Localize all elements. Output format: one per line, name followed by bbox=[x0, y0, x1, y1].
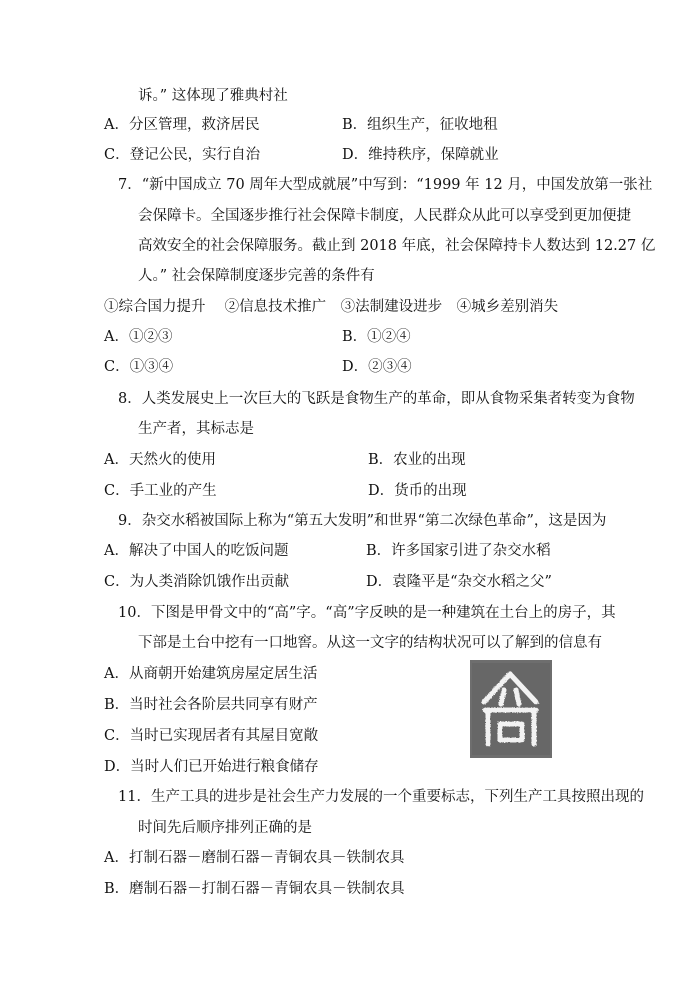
q6-option-d[interactable]: D．维持秩序，保障就业 bbox=[342, 147, 499, 163]
q7-stem-line-4: 人。” 社会保障制度逐步完善的条件有 bbox=[138, 268, 375, 284]
q7-option-a[interactable]: A．①②③ bbox=[104, 329, 173, 345]
q11-stem-line-1: 11．生产工具的进步是社会生产力发展的一个重要标志，下列生产工具按照出现的 bbox=[118, 789, 644, 805]
q7-items: ①综合国力提升 ②信息技术推广 ③法制建设进步 ④城乡差别消失 bbox=[104, 299, 559, 315]
q9-stem: 9．杂交水稻被国际上称为“第五大发明”和世界“第二次绿色革命”，这是因为 bbox=[118, 513, 607, 529]
q10-stem-line-2: 下部是土台中挖有一口地窖。从这一文字的结构状况可以了解到的信息有 bbox=[138, 635, 602, 651]
q6-option-a[interactable]: A．分区管理，救济居民 bbox=[104, 117, 260, 133]
q10-option-b[interactable]: B．当时社会各阶层共同享有财产 bbox=[104, 697, 318, 713]
q7-stem-line-3: 高效安全的社会保障服务。截止到 2018 年底，社会保障持卡人数达到 12.27 亿 bbox=[138, 238, 656, 254]
q11-option-b[interactable]: B．磨制石器－打制石器－青铜农具－铁制农具 bbox=[104, 881, 405, 897]
q6-option-c[interactable]: C．登记公民，实行自治 bbox=[104, 147, 261, 163]
q8-option-b[interactable]: B．农业的出现 bbox=[368, 452, 466, 468]
q9-option-c[interactable]: C．为人类消除饥饿作出贡献 bbox=[104, 574, 290, 590]
q7-option-d[interactable]: D．②③④ bbox=[342, 359, 412, 375]
q11-stem-line-2: 时间先后顺序排列正确的是 bbox=[138, 820, 312, 836]
q8-stem-line-2: 生产者，其标志是 bbox=[138, 421, 254, 437]
q9-option-a[interactable]: A．解决了中国人的吃饭问题 bbox=[104, 543, 289, 559]
q7-stem-line-1: 7．“新中国成立 70 周年大型成就展”中写到：“1999 年 12 月，中国发放第一张社 bbox=[118, 177, 653, 193]
q6-option-b[interactable]: B．组织生产，征收地租 bbox=[342, 117, 498, 133]
q10-option-a[interactable]: A．从商朝开始建筑房屋定居生活 bbox=[104, 666, 318, 682]
q6-stem-tail: 诉。” 这体现了雅典村社 bbox=[138, 88, 288, 104]
q7-option-c[interactable]: C．①③④ bbox=[104, 359, 174, 375]
q8-stem-line-1: 8．人类发展史上一次巨大的飞跃是食物生产的革命，即从食物采集者转变为食物 bbox=[118, 391, 635, 407]
q10-option-d[interactable]: D．当时人们已开始进行粮食储存 bbox=[104, 759, 319, 775]
q7-option-b[interactable]: B．①②④ bbox=[342, 329, 411, 345]
q10-option-c[interactable]: C．当时已实现居者有其屋目宽敞 bbox=[104, 728, 319, 744]
oracle-bone-gao-glyph-icon bbox=[470, 660, 552, 758]
q8-option-d[interactable]: D．货币的出现 bbox=[368, 483, 467, 499]
q9-option-d[interactable]: D．袁隆平是“杂交水稻之父” bbox=[366, 574, 552, 590]
q10-stem-line-1: 10．下图是甲骨文中的“高”字。“高”字反映的是一种建筑在土台上的房子，其 bbox=[118, 605, 616, 621]
q8-option-c[interactable]: C．手工业的产生 bbox=[104, 483, 217, 499]
q9-option-b[interactable]: B．许多国家引进了杂交水稻 bbox=[366, 543, 551, 559]
q7-stem-line-2: 会保障卡。全国逐步推行社会保障卡制度，人民群众从此可以享受到更加便捷 bbox=[138, 208, 631, 224]
q8-option-a[interactable]: A．天然火的使用 bbox=[104, 452, 216, 468]
q11-option-a[interactable]: A．打制石器－磨制石器－青铜农具－铁制农具 bbox=[104, 850, 405, 866]
